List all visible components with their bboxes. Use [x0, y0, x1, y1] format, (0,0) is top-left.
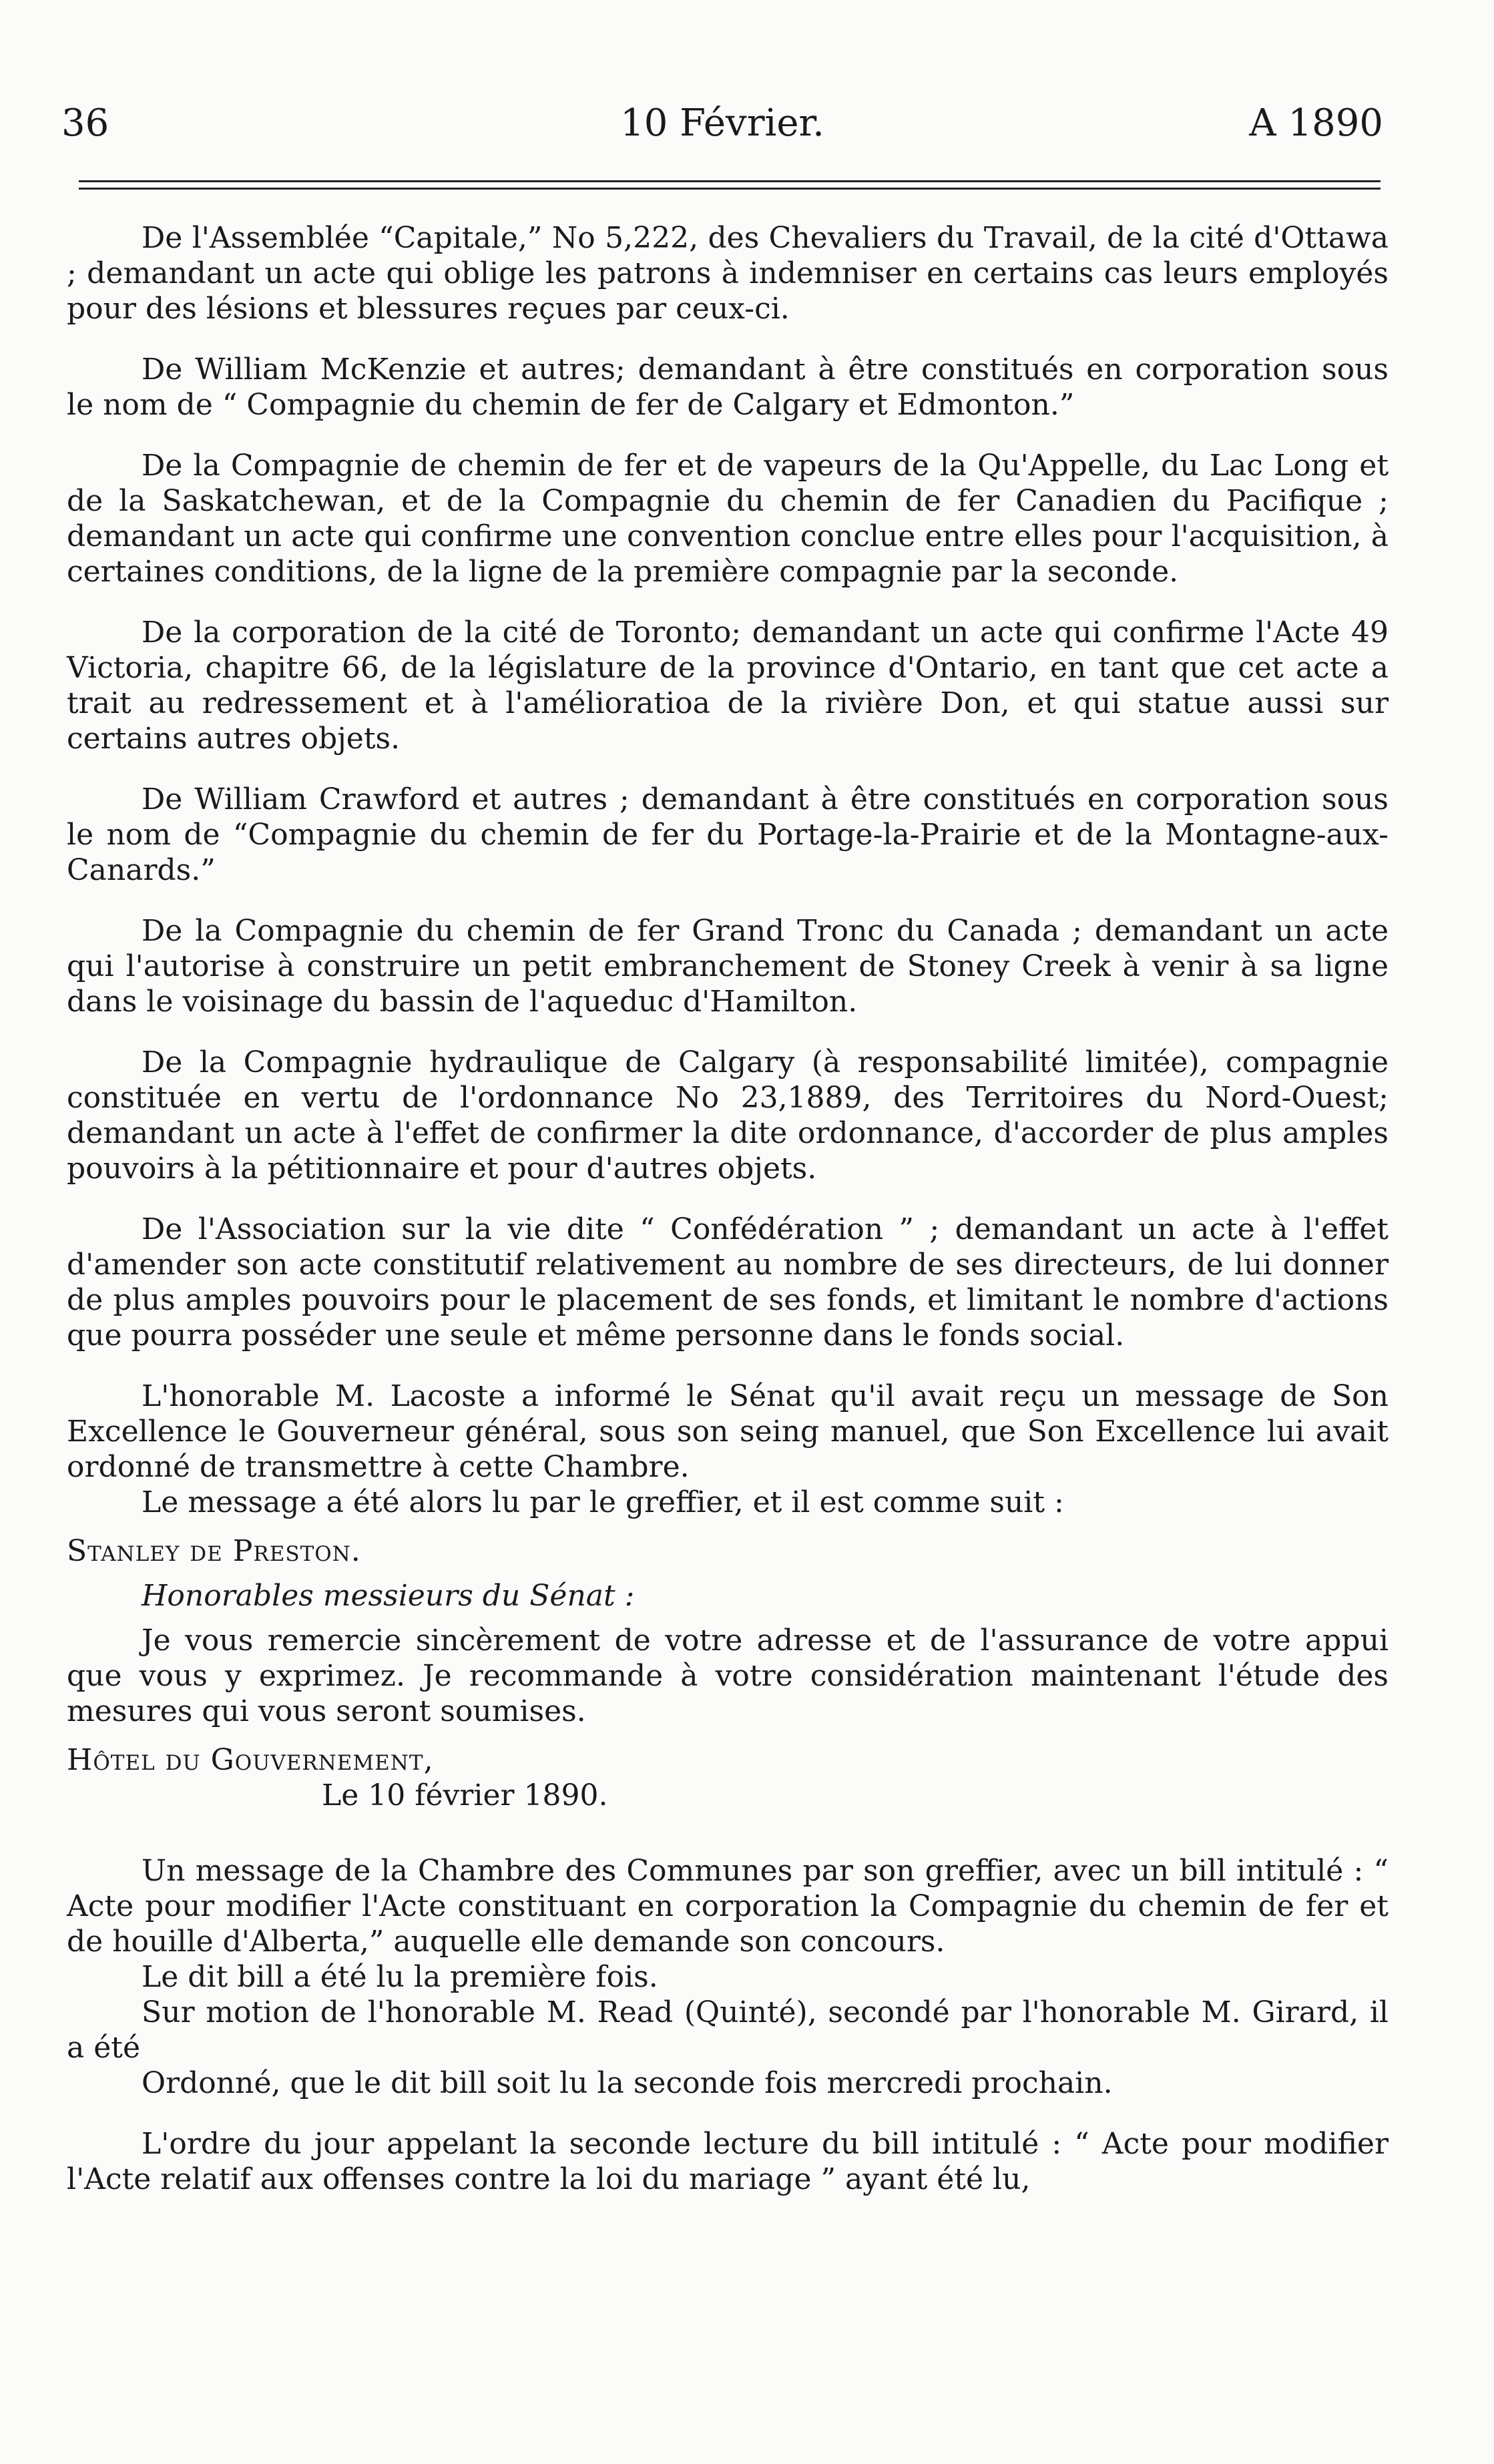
- petition-paragraph: De la Compagnie de chemin de fer et de vapeurs de la Qu'Appelle, du Lac Long et de la Saskatchewan, et de la Compagnie du chemin de fer Canadien du Pacifique ; demandant un acte qui confirme une convention conclue entre elles pour l'acquisition, à certaines conditions, de la ligne de la première compagnie par la seconde.: [67, 449, 1389, 589]
- petition-paragraph: De la Compagnie du chemin de fer Grand Tronc du Canada ; demandant un acte qui l'autorise à construire un petit embranchement de Stoney Creek à venir à sa ligne dans le voisinage du bassin de l'aqueduc d'Hamilton.: [67, 914, 1389, 1019]
- motion-paragraph: Sur motion de l'honorable M. Read (Quinté), secondé par l'honorable M. Girard, il a été: [67, 1995, 1389, 2065]
- first-reading-paragraph: Le dit bill a été lu la première fois.: [142, 1960, 658, 1994]
- page-number: 36: [61, 101, 109, 145]
- message-body-paragraph: Je vous remercie sincèrement de votre adresse et de l'assurance de votre appui que vous y exprimez. Je recommande à votre considération maintenant l'étude des mesures qui vous seront soumises.: [67, 1624, 1389, 1728]
- header-rule-bottom: [79, 188, 1381, 190]
- message-read-paragraph: Le message a été alors lu par le greffier, et il est comme suit :: [142, 1485, 1064, 1519]
- page-header: [61, 93, 1383, 154]
- place: Hôtel du Gouvernement,: [67, 1743, 434, 1777]
- message-intro-paragraph: L'honorable M. Lacoste a informé le Sénat qu'il avait reçu un message de Son Excellence le Gouverneur général, sous son seing manuel, que Son Excellence lui avait ordonné de transmettre à cette Chambre.: [67, 1379, 1389, 1484]
- header-date: 10 Février.: [620, 101, 824, 145]
- petition-paragraph: De la corporation de la cité de Toronto; demandant un acte qui confirme l'Acte 49 Victoria, chapitre 66, de la législature de la province d'Ontario, en tant que cet acte a trait au redressement et à l'amélioratioa de la rivière Don, et qui statue aussi sur certains autres objets.: [67, 615, 1389, 756]
- order-of-day-paragraph: L'ordre du jour appelant la seconde lecture du bill intitulé : “ Acte pour modifier l'Acte relatif aux offenses contre la loi du mariage ” ayant été lu,: [67, 2127, 1389, 2196]
- header-year: A 1890: [1249, 101, 1383, 145]
- header-rule-top: [79, 180, 1381, 182]
- petition-paragraph: De l'Association sur la vie dite “ Confédération ” ; demandant un acte à l'effet d'amender son acte constitutif relativement au nombre de ses directeurs, de lui donner de plus amples pouvoirs pour le placement de ses fonds, et limitant le nombre d'actions que pourra posséder une seule et même personne dans le fonds social.: [67, 1212, 1389, 1352]
- salutation: Honorables messieurs du Sénat :: [142, 1579, 635, 1613]
- petition-paragraph: De William Crawford et autres ; demandant à être constitués en corporation sous le nom de “Compagnie du chemin de fer du Portage-la-Prairie et de la Montagne-aux-Canards.”: [67, 782, 1389, 887]
- petition-paragraph: De la Compagnie hydraulique de Calgary (à responsabilité limitée), compagnie constituée en vertu de l'ordonnance No 23,1889, des Territoires du Nord-Ouest; demandant un acte à l'effet de confirmer la dite ordonnance, d'accorder de plus amples pouvoirs à la pétitionnaire et pour d'autres objets.: [67, 1045, 1389, 1186]
- petition-paragraph: De William McKenzie et autres; demandant à être constitués en corporation sous le nom de “ Compagnie du chemin de fer de Calgary et Edmonton.”: [67, 352, 1389, 422]
- commons-message-paragraph: Un message de la Chambre des Communes par son greffier, avec un bill intitulé : “ Acte pour modifier l'Acte constituant en corporation la Compagnie du chemin de fer et de houille d'Alberta,” auquelle elle demande son concours.: [67, 1854, 1389, 1959]
- message-date: Le 10 février 1890.: [322, 1778, 608, 1812]
- ordered-paragraph: Ordonné, que le dit bill soit lu la seconde fois mercredi prochain.: [142, 2066, 1113, 2100]
- petition-paragraph: De l'Assemblée “Capitale,” No 5,222, des Chevaliers du Travail, de la cité d'Ottawa ; demandant un acte qui oblige les patrons à indemniser en certains cas leurs employés pour des lésions et blessures reçues par ceux-ci.: [67, 221, 1389, 326]
- signatory: Stanley de Preston.: [67, 1534, 361, 1568]
- page-body: [67, 220, 1389, 2222]
